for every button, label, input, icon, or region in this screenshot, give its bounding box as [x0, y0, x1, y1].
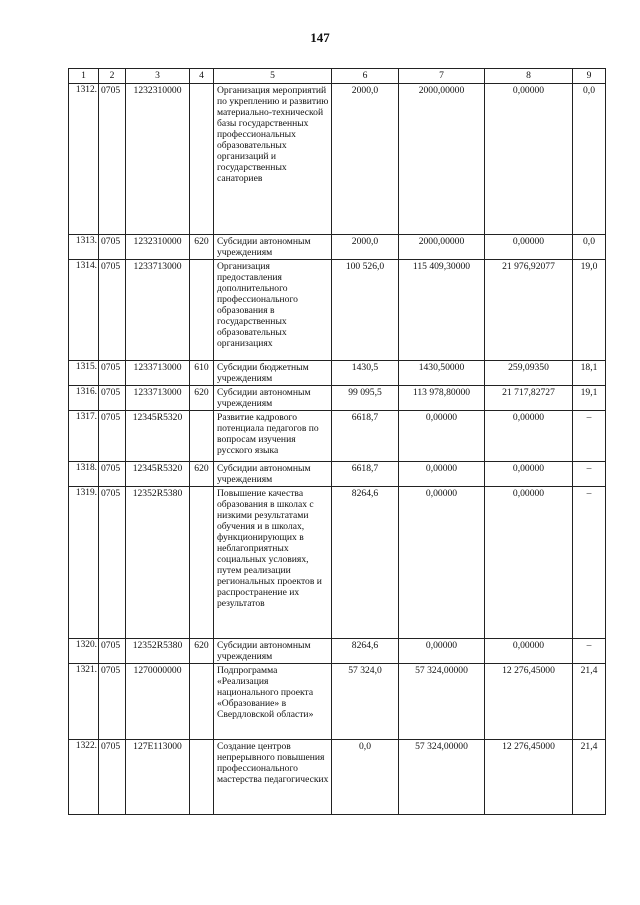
expense-type-code: 620: [190, 639, 214, 664]
item-name: Субсидии автономным учреждениям: [214, 462, 332, 487]
target-article-code: 12352R5380: [126, 487, 190, 639]
execution-percent: 21,4: [573, 664, 606, 740]
target-article-code: 12345R5320: [126, 462, 190, 487]
section-code: 0705: [99, 740, 126, 815]
executed-amount: 0,00000: [485, 639, 573, 664]
item-name: Подпрограмма «Реализация национального проекта «Образование» в Свердловской области»: [214, 664, 332, 740]
planned-amount: 100 526,0: [332, 260, 399, 361]
refined-amount: 0,00000: [399, 411, 485, 462]
col-header-1: 1: [69, 69, 99, 84]
refined-amount: 0,00000: [399, 639, 485, 664]
item-name: Субсидии бюджетным учреждениям: [214, 361, 332, 386]
expense-type-code: 620: [190, 462, 214, 487]
row-number: 1316.: [69, 386, 99, 411]
table-row: [69, 487, 606, 639]
item-name: Повышение качества образования в школах с низкими результатами обучения и в школах, функционирующих в неблагоприятных социальных условиях, путем реализации региональных проектов и распространение их результатов: [214, 487, 332, 639]
executed-amount: 21 976,92077: [485, 260, 573, 361]
table-row: [69, 411, 606, 462]
target-article-code: 1233713000: [126, 260, 190, 361]
planned-amount: 6618,7: [332, 411, 399, 462]
item-name: Организация мероприятий по укреплению и развитию материально-технической базы государственных профессиональных образовательных организаций и государственных санаториев: [214, 84, 332, 235]
refined-amount: 0,00000: [399, 462, 485, 487]
section-code: 0705: [99, 664, 126, 740]
row-number: 1312.: [69, 84, 99, 235]
executed-amount: 259,09350: [485, 361, 573, 386]
col-header-5: 5: [214, 69, 332, 84]
execution-percent: 19,0: [573, 260, 606, 361]
section-code: 0705: [99, 411, 126, 462]
executed-amount: 21 717,82727: [485, 386, 573, 411]
execution-percent: 19,1: [573, 386, 606, 411]
execution-percent: –: [573, 462, 606, 487]
refined-amount: 2000,00000: [399, 84, 485, 235]
budget-table: [68, 68, 606, 815]
refined-amount: 2000,00000: [399, 235, 485, 260]
planned-amount: 2000,0: [332, 235, 399, 260]
target-article-code: 1233713000: [126, 386, 190, 411]
target-article-code: 1270000000: [126, 664, 190, 740]
target-article-code: 1233713000: [126, 361, 190, 386]
table-row: [69, 361, 606, 386]
col-header-2: 2: [99, 69, 126, 84]
row-number: 1313.: [69, 235, 99, 260]
planned-amount: 1430,5: [332, 361, 399, 386]
table-row: [69, 260, 606, 361]
table-row: [69, 386, 606, 411]
target-article-code: 127E113000: [126, 740, 190, 815]
refined-amount: 57 324,00000: [399, 664, 485, 740]
col-header-8: 8: [485, 69, 573, 84]
section-code: 0705: [99, 639, 126, 664]
planned-amount: 8264,6: [332, 487, 399, 639]
table-row: [69, 462, 606, 487]
planned-amount: 6618,7: [332, 462, 399, 487]
refined-amount: 1430,50000: [399, 361, 485, 386]
item-name: Создание центров непрерывного повышения профессионального мастерства педагогических: [214, 740, 332, 815]
table-row: [69, 84, 606, 235]
expense-type-code: [190, 664, 214, 740]
refined-amount: 115 409,30000: [399, 260, 485, 361]
page-number: 147: [310, 30, 330, 45]
executed-amount: 12 276,45000: [485, 664, 573, 740]
target-article-code: 12345R5320: [126, 411, 190, 462]
row-number: 1319.: [69, 487, 99, 639]
executed-amount: 0,00000: [485, 411, 573, 462]
executed-amount: 0,00000: [485, 84, 573, 235]
section-code: 0705: [99, 361, 126, 386]
executed-amount: 0,00000: [485, 487, 573, 639]
target-article-code: 1232310000: [126, 235, 190, 260]
target-article-code: 1232310000: [126, 84, 190, 235]
execution-percent: –: [573, 639, 606, 664]
section-code: 0705: [99, 235, 126, 260]
col-header-6: 6: [332, 69, 399, 84]
col-header-3: 3: [126, 69, 190, 84]
execution-percent: 0,0: [573, 84, 606, 235]
target-article-code: 12352R5380: [126, 639, 190, 664]
expense-type-code: [190, 84, 214, 235]
planned-amount: 0,0: [332, 740, 399, 815]
table-row: [69, 740, 606, 815]
executed-amount: 0,00000: [485, 235, 573, 260]
planned-amount: 57 324,0: [332, 664, 399, 740]
header-row: [69, 69, 606, 84]
row-number: 1318.: [69, 462, 99, 487]
execution-percent: –: [573, 411, 606, 462]
execution-percent: 21,4: [573, 740, 606, 815]
row-number: 1314.: [69, 260, 99, 361]
row-number: 1315.: [69, 361, 99, 386]
section-code: 0705: [99, 386, 126, 411]
section-code: 0705: [99, 487, 126, 639]
executed-amount: 12 276,45000: [485, 740, 573, 815]
expense-type-code: [190, 740, 214, 815]
expense-type-code: [190, 487, 214, 639]
expense-type-code: 610: [190, 361, 214, 386]
item-name: Субсидии автономным учреждениям: [214, 639, 332, 664]
table-row: [69, 664, 606, 740]
section-code: 0705: [99, 84, 126, 235]
row-number: 1320.: [69, 639, 99, 664]
refined-amount: 57 324,00000: [399, 740, 485, 815]
executed-amount: 0,00000: [485, 462, 573, 487]
item-name: Субсидии автономным учреждениям: [214, 386, 332, 411]
planned-amount: 2000,0: [332, 84, 399, 235]
execution-percent: 0,0: [573, 235, 606, 260]
refined-amount: 0,00000: [399, 487, 485, 639]
row-number: 1317.: [69, 411, 99, 462]
row-number: 1321.: [69, 664, 99, 740]
planned-amount: 99 095,5: [332, 386, 399, 411]
section-code: 0705: [99, 462, 126, 487]
expense-type-code: [190, 411, 214, 462]
item-name: Развитие кадрового потенциала педагогов по вопросам изучения русского языка: [214, 411, 332, 462]
expense-type-code: 620: [190, 386, 214, 411]
col-header-4: 4: [190, 69, 214, 84]
table-row: [69, 235, 606, 260]
item-name: Субсидии автономным учреждениям: [214, 235, 332, 260]
item-name: Организация предоставления дополнительного профессионального образования в государственных образовательных организациях: [214, 260, 332, 361]
col-header-7: 7: [399, 69, 485, 84]
refined-amount: 113 978,80000: [399, 386, 485, 411]
planned-amount: 8264,6: [332, 639, 399, 664]
expense-type-code: [190, 260, 214, 361]
execution-percent: 18,1: [573, 361, 606, 386]
section-code: 0705: [99, 260, 126, 361]
expense-type-code: 620: [190, 235, 214, 260]
row-number: 1322.: [69, 740, 99, 815]
table-row: [69, 639, 606, 664]
execution-percent: –: [573, 487, 606, 639]
col-header-9: 9: [573, 69, 606, 84]
